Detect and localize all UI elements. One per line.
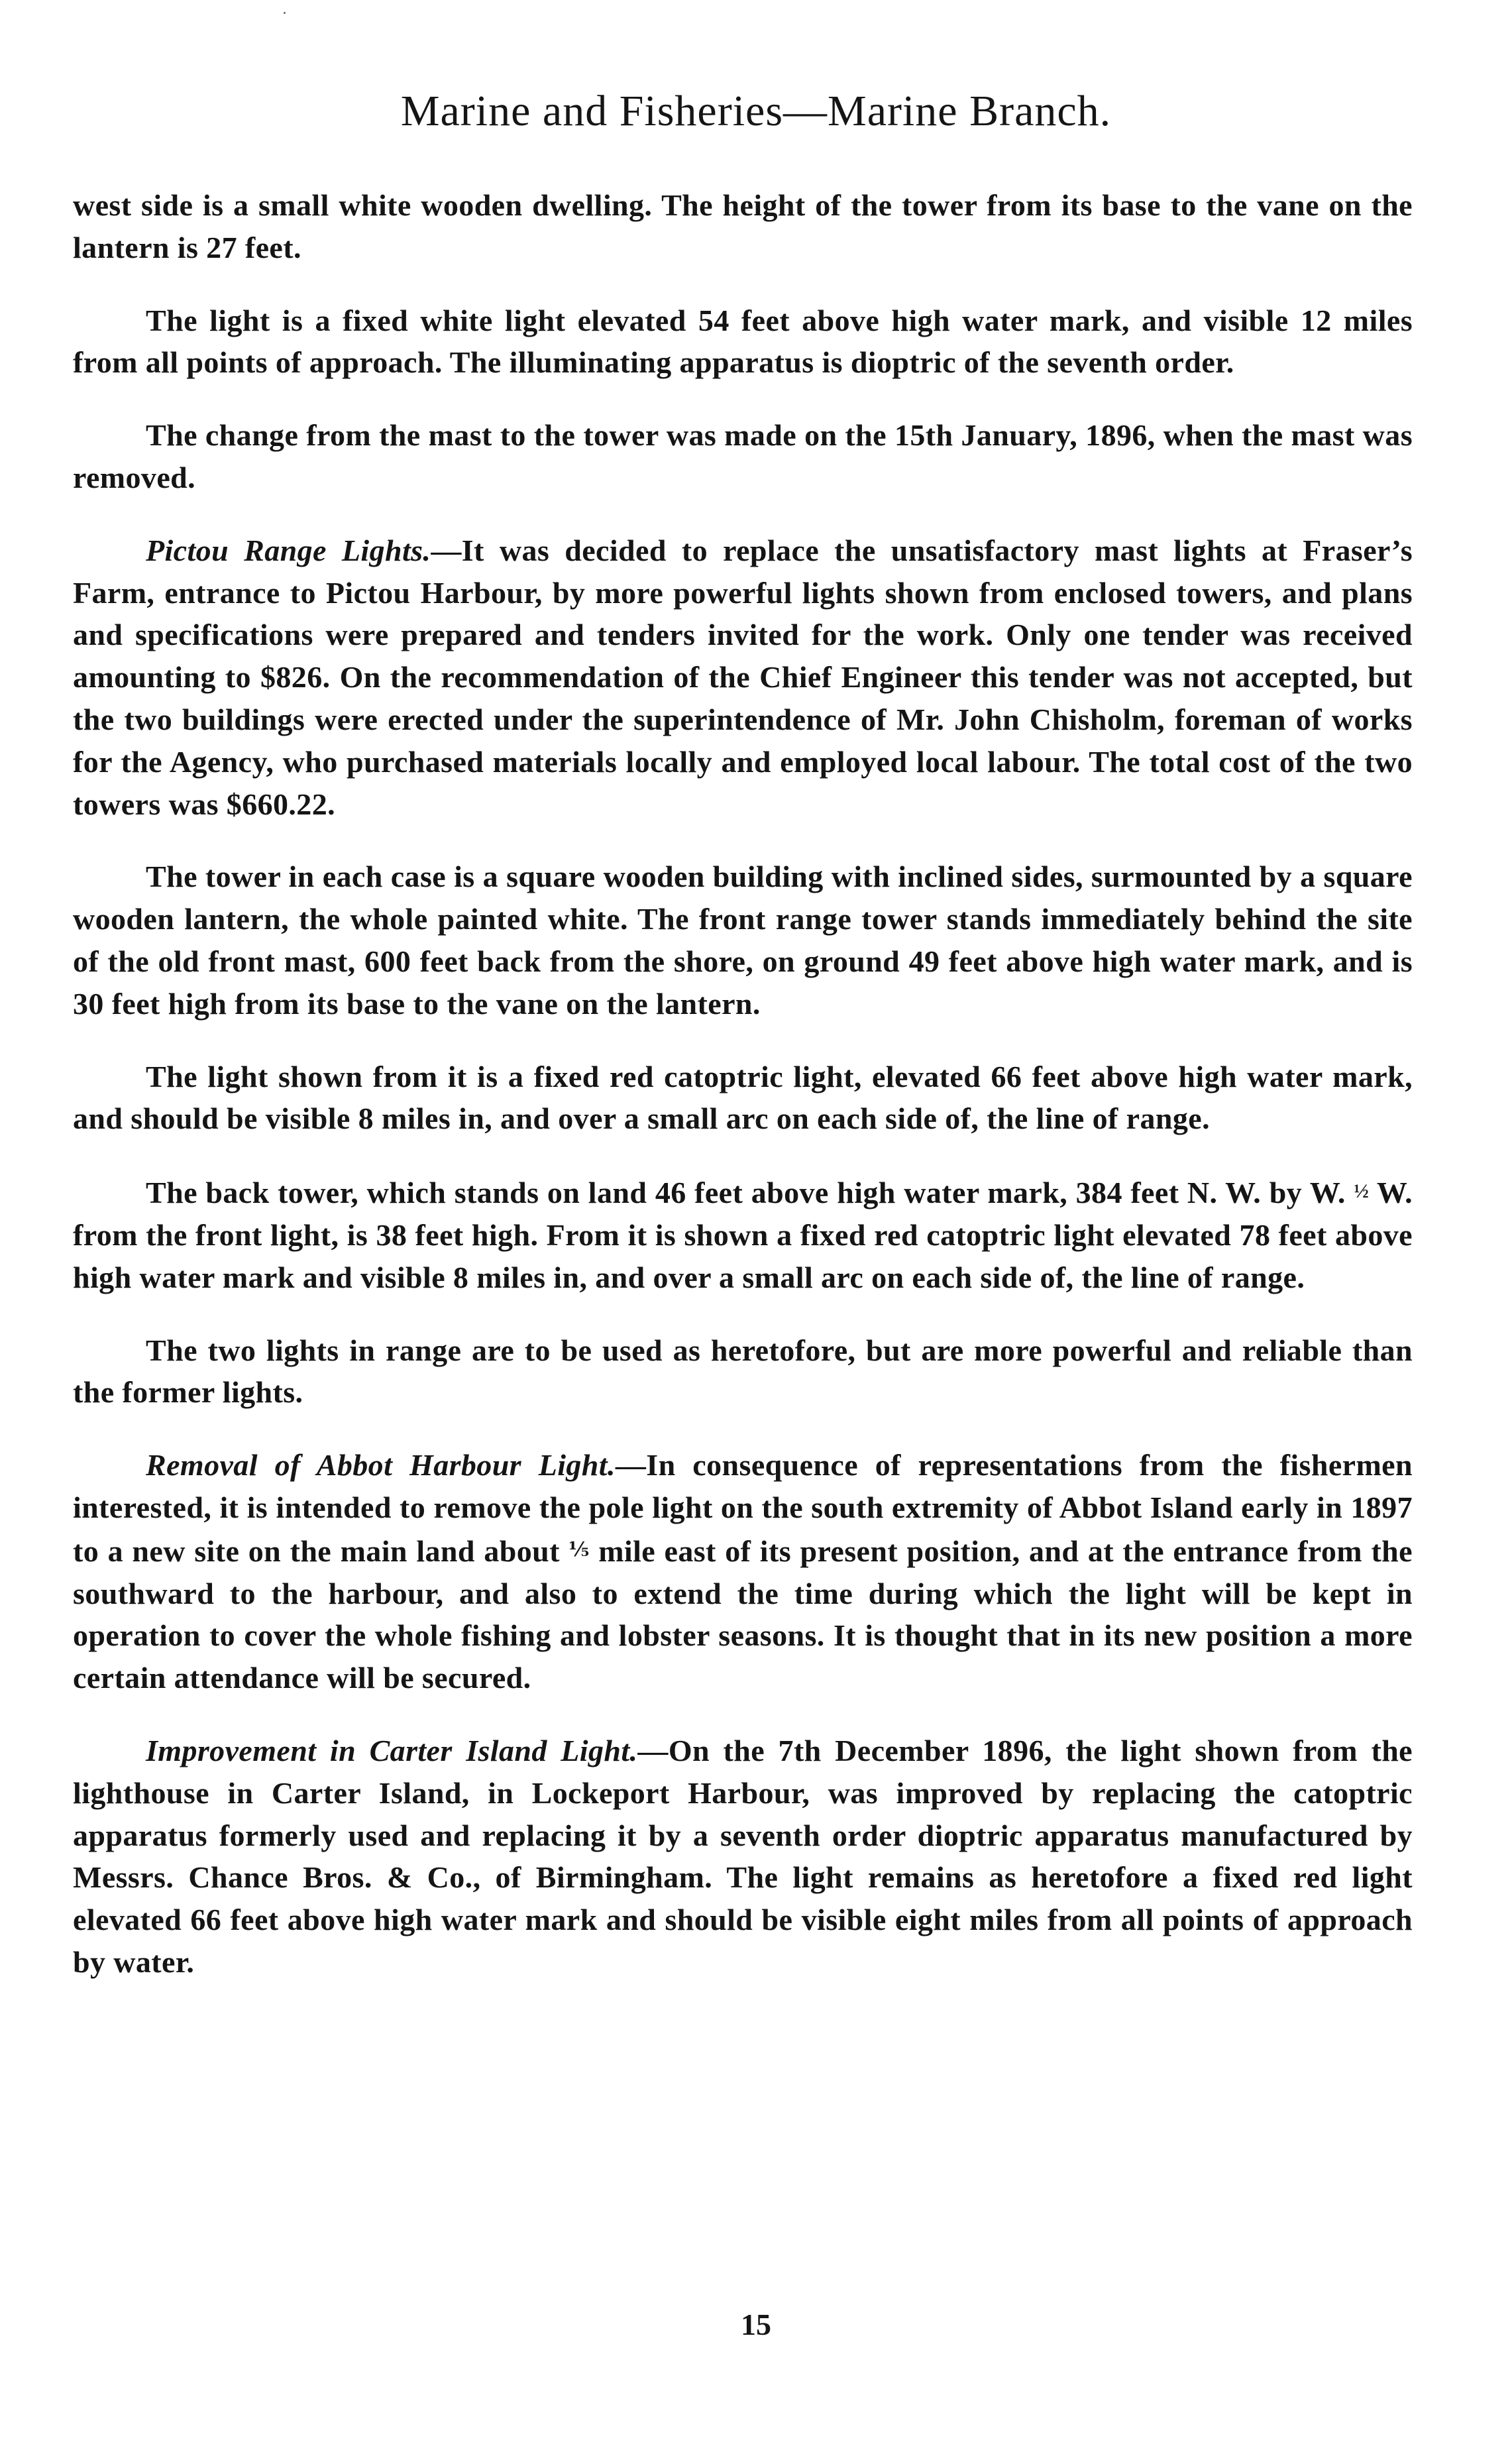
paragraph-tower-dwelling: [73, 184, 1413, 269]
paragraph-text: The light shown from it is a fixed red catoptric light, elevated 66 feet above high water mark, and should be visible 8 miles in, and over a small arc on each side of, the line of range.: [73, 1059, 1413, 1136]
paragraph-text: —On the 7th December 1896, the light shown from the lighthouse in Carter Island, in Lockeport Harbour, was improved by replacing the catoptric apparatus formerly used and replacing it by a seventh order dioptric apparatus manufactured by Messrs. Chance Bros. & Co., of Birmingham. The light remains as heretofore a fixed red light elevated 66 feet above high water mark and should be visible eight miles from all points of approach by water.: [73, 1733, 1413, 1979]
paragraph-text-before: —In consequence of representations from the fishermen interested, it is intended to remove the pole light on the south extremity of Abbot Island early in 1897 to a new site on the main land about: [73, 1448, 1413, 1568]
paragraph-back-tower: [73, 1170, 1413, 1298]
paragraph-text: The tower in each case is a square wooden building with inclined sides, surmounted by a square wooden lantern, the whole painted white. The front range tower stands immediately behind the site of the old front mast, 600 feet back from the shore, on ground 49 feet above high water mark, and is 30 feet high from its base to the vane on the lantern.: [73, 860, 1413, 1021]
fraction-half: ½: [1354, 1180, 1370, 1203]
running-head: Marine and Fisheries—Marine Branch.: [400, 87, 1112, 135]
paragraph-text: —It was decided to replace the unsatisfactory mast lights at Fraser’s Farm, entrance to Pictou Harbour, by more powerful lights shown from enclosed towers, and plans and specifications were prepared and tenders invited for the work. Only one tender was received amounting to $826. On the recommendation of the Chief Engineer this tender was not accepted, but the two buildings were erected under the superintendence of Mr. John Chisholm, foreman of works for the Agency, who purchased materials locally and employed local labour. The total cost of the two towers was $660.22.: [73, 533, 1413, 821]
paragraph-text: The two lights in range are to be used as heretofore, but are more powerful and reliable than the former lights.: [73, 1333, 1413, 1410]
fraction-fifth: ⅕: [568, 1538, 590, 1561]
paragraph-fixed-white-light: [73, 300, 1413, 384]
paragraph-text: mile east of its present position, and at the entrance from the southward to the harbour, and also to extend the time during which the light will be kept in operation to cover the whole fishing and lobster seasons. It is thought that in its new position a more certain attendance will be secured.: [73, 1534, 1413, 1695]
paragraph-front-light: [73, 1056, 1413, 1141]
scan-speck: [284, 12, 286, 14]
paragraph-text: west side is a small white wooden dwelling. The height of the tower from its base to the vane on the lantern is 27 feet.: [73, 188, 1413, 264]
page-number: 15: [741, 2308, 771, 2341]
section-caption-carter: Improvement in Carter Island Light.: [146, 1733, 638, 1767]
body-text: [73, 184, 1413, 2014]
paragraph-pictou-range-lights: [73, 530, 1413, 826]
paragraph-text: The light is a fixed white light elevated 54 feet above high water mark, and visible 12 miles from all points of approach. The illuminating apparatus is dioptric of the seventh order.: [73, 303, 1413, 380]
paragraph-tower-description: [73, 856, 1413, 1025]
paragraph-mast-change: [73, 414, 1413, 499]
paragraph-text-before: The back tower, which stands on land 46 feet above high water mark, 384 feet N. W. by W.: [146, 1176, 1354, 1210]
paragraph-carter-island: [73, 1730, 1413, 1984]
section-caption-abbot: Removal of Abbot Harbour Light.: [146, 1448, 616, 1482]
section-caption-pictou: Pictou Range Lights.: [146, 533, 431, 567]
paragraph-text: W. from the front light, is 38 feet high. From it is shown a fixed red catoptric light elevated 78 feet above high water mark and visible 8 miles in, and over a small arc on each side of, the line of range.: [73, 1176, 1413, 1294]
paragraph-text: The change from the mast to the tower was made on the 15th January, 1896, when the mast was removed.: [73, 418, 1413, 494]
paragraph-abbot-harbour: [73, 1444, 1413, 1699]
paragraph-range-lights-usage: [73, 1329, 1413, 1414]
